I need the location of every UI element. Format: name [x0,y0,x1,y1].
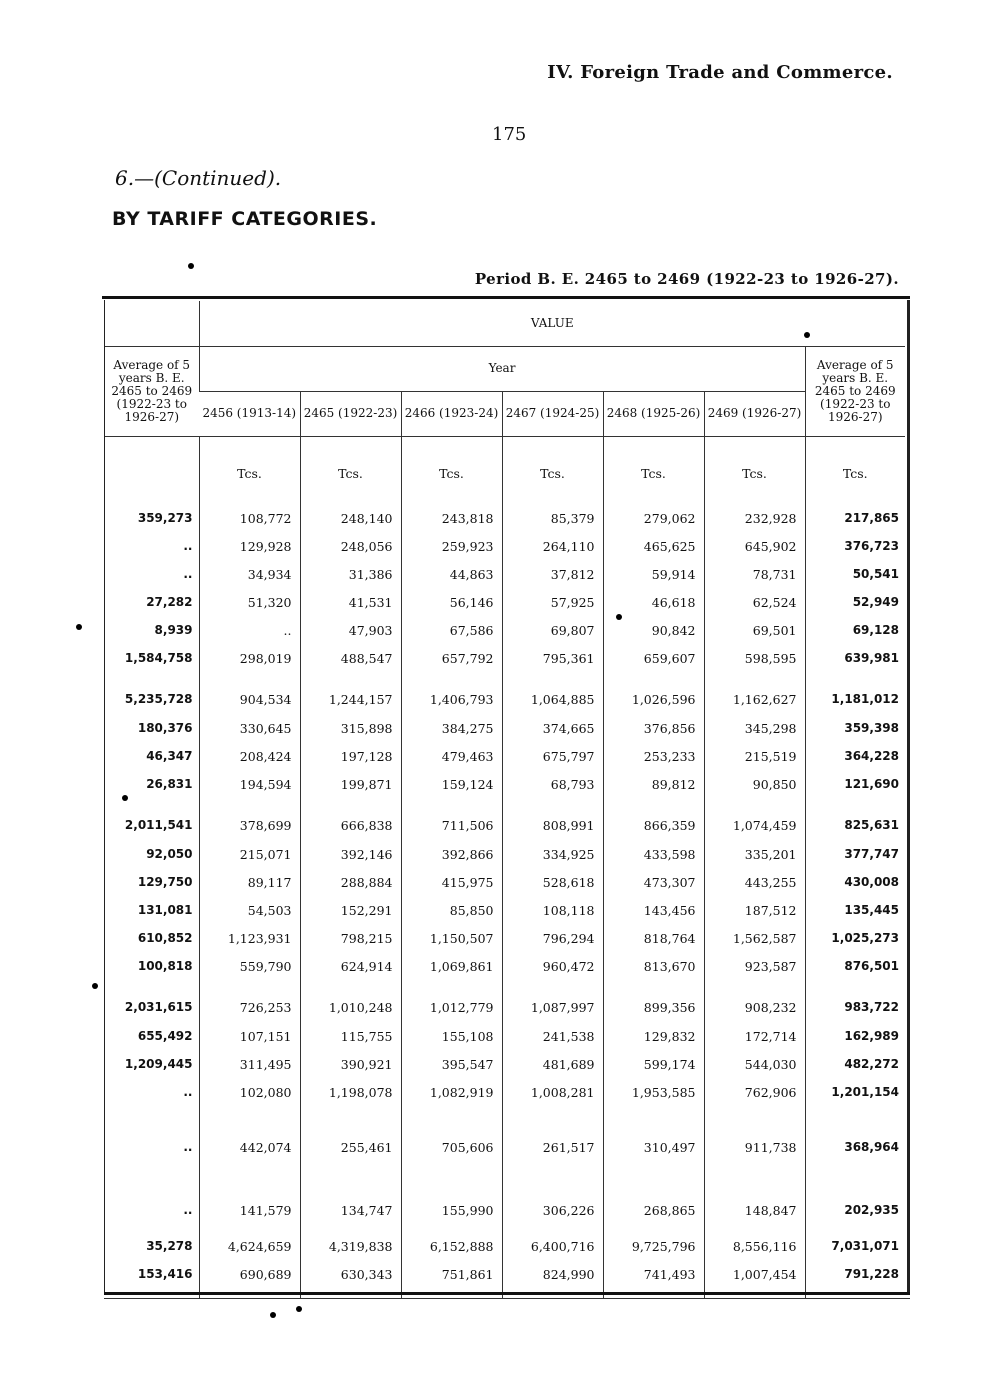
value-cell: 57,925 [502,588,603,616]
avg-right-cell: 983,722 [805,980,905,1022]
value-cell: 108,772 [199,504,300,532]
unit-cell: Tcs. [300,436,401,504]
table-row [105,1022,905,1050]
table-row [105,924,905,952]
avg-right-cell: 50,541 [805,560,905,588]
table-row [105,588,905,616]
table-bottom-rule-thin [104,1298,910,1299]
value-cell: 41,531 [300,588,401,616]
value-cell: 465,625 [603,532,704,560]
value-cell: 148,847 [704,1176,805,1232]
avg-left-cell: 131,081 [137,903,193,917]
table-row [105,504,905,532]
value-cell: 1,026,596 [603,672,704,714]
value-cell: 796,294 [502,924,603,952]
value-cell: 279,062 [603,504,704,532]
value-cell: 741,493 [603,1260,704,1288]
avg-left-cell: 129,750 [137,875,193,889]
year-header: Year [199,346,805,391]
avg-right-cell: 52,949 [805,588,905,616]
value-cell: 675,797 [502,742,603,770]
avg-left-cell: 8,939 [154,623,193,637]
value-cell: 762,906 [704,1078,805,1106]
blank-header-cell [105,301,199,346]
value-cell: 1,406,793 [401,672,502,714]
table-row [105,672,905,714]
value-cell: 415,975 [401,868,502,896]
value-cell: 108,118 [502,896,603,924]
value-cell: 134,747 [300,1176,401,1232]
value-cell: 711,506 [401,798,502,840]
ink-speck [76,624,82,630]
value-cell: 8,556,116 [704,1232,805,1260]
value-cell: 232,928 [704,504,805,532]
value-cell: 479,463 [401,742,502,770]
value-cell: 255,461 [300,1106,401,1176]
value-cell: 47,903 [300,616,401,644]
value-cell: 4,319,838 [300,1232,401,1260]
value-cell: 335,201 [704,840,805,868]
ink-speck [122,795,128,801]
value-cell: 268,865 [603,1176,704,1232]
avg-right-cell: 364,228 [805,742,905,770]
value-cell: 598,595 [704,644,805,672]
value-cell: 630,343 [300,1260,401,1288]
unit-cell: Tcs. [603,436,704,504]
table-row [105,1078,905,1106]
avg-right-cell: 1,181,012 [805,672,905,714]
avg-left-cell: 5,235,728 [124,692,193,706]
value-cell: 208,424 [199,742,300,770]
avg-right-cell: 202,935 [805,1176,905,1232]
value-cell: 54,503 [199,896,300,924]
avg-left-cell: 26,831 [146,777,193,791]
value-cell: 345,298 [704,714,805,742]
running-head: IV. Foreign Trade and Commerce. [547,62,893,83]
value-cell: 56,146 [401,588,502,616]
value-cell: 215,519 [704,742,805,770]
value-cell: 795,361 [502,644,603,672]
value-cell: 559,790 [199,952,300,980]
table-row [105,868,905,896]
avg-right-cell: 69,128 [805,616,905,644]
avg-left-cell: 180,376 [137,721,193,735]
value-cell: 69,501 [704,616,805,644]
value-cell: 68,793 [502,770,603,798]
avg-right-cell: 376,723 [805,532,905,560]
period-caption: Period B. E. 2465 to 2469 (1922-23 to 1926-27). [474,270,899,288]
value-cell: 315,898 [300,714,401,742]
value-cell: 1,162,627 [704,672,805,714]
table-row [105,770,905,798]
value-cell: 107,151 [199,1022,300,1050]
value-cell: 899,356 [603,980,704,1022]
value-cell: 395,547 [401,1050,502,1078]
value-cell: 4,624,659 [199,1232,300,1260]
value-cell: 1,064,885 [502,672,603,714]
value-cell: 306,226 [502,1176,603,1232]
avg-left-cell: 610,852 [137,931,193,945]
value-cell: 624,914 [300,952,401,980]
ink-speck [188,263,194,269]
value-cell: 657,792 [401,644,502,672]
value-cell: 253,233 [603,742,704,770]
value-cell: 69,807 [502,616,603,644]
avg-left-cell: .. [183,1085,193,1099]
value-cell: 141,579 [199,1176,300,1232]
value-cell: 1,953,585 [603,1078,704,1106]
table-row [105,1106,905,1176]
table-row [105,560,905,588]
ink-speck [804,332,810,338]
value-cell: 645,902 [704,532,805,560]
value-cell: 813,670 [603,952,704,980]
avg-left-cell: 1,584,758 [124,651,193,665]
value-cell: 155,108 [401,1022,502,1050]
value-cell: 376,856 [603,714,704,742]
value-cell: 102,080 [199,1078,300,1106]
value-cell: 34,934 [199,560,300,588]
table-row [105,644,905,672]
value-cell: 310,497 [603,1106,704,1176]
value-cell: 1,150,507 [401,924,502,952]
unit-cell: Tcs. [502,436,603,504]
value-cell: 243,818 [401,504,502,532]
value-cell: 1,069,861 [401,952,502,980]
value-cell: 159,124 [401,770,502,798]
avg-right-cell: 482,272 [805,1050,905,1078]
value-cell: 599,174 [603,1050,704,1078]
table-row [105,798,905,840]
value-cell: .. [199,616,300,644]
avg-left-cell: .. [183,567,193,581]
avg-left-cell: 359,273 [137,511,193,525]
avg-right-cell: 639,981 [805,644,905,672]
value-cell: 85,379 [502,504,603,532]
ink-speck [270,1312,276,1318]
value-cell: 90,850 [704,770,805,798]
avg-left-cell: 655,492 [137,1029,193,1043]
avg-right-cell: 1,025,273 [805,924,905,952]
value-cell: 473,307 [603,868,704,896]
unit-cell: Tcs. [805,436,905,504]
value-cell: 143,456 [603,896,704,924]
value-cell: 334,925 [502,840,603,868]
value-cell: 62,524 [704,588,805,616]
value-cell: 384,275 [401,714,502,742]
avg-left-cell: 46,347 [146,749,193,763]
value-cell: 9,725,796 [603,1232,704,1260]
avg-right-cell: 359,398 [805,714,905,742]
avg-left-cell: .. [183,539,193,553]
value-cell: 59,914 [603,560,704,588]
value-cell: 152,291 [300,896,401,924]
section-continued-label: 6.—(Continued). [115,166,282,190]
value-cell: 241,538 [502,1022,603,1050]
year-col-header: 2468 (1925-26) [603,391,704,436]
value-cell: 155,990 [401,1176,502,1232]
unit-cell [105,436,199,504]
avg-left-cell: 100,818 [137,959,193,973]
value-cell: 923,587 [704,952,805,980]
table-bottom-rule [104,1292,910,1295]
avg-left-header: Average of 5 years B. E. 2465 to 2469 (1922-23 to 1926-27) [105,346,199,436]
unit-cell: Tcs. [704,436,805,504]
value-cell: 808,991 [502,798,603,840]
avg-left-cell: 2,031,615 [124,1000,193,1014]
value-cell: 197,128 [300,742,401,770]
table-row [105,896,905,924]
year-col-header: 2456 (1913-14) [199,391,300,436]
trade-value-table [105,301,905,1298]
ink-speck [616,614,622,620]
year-col-header: 2466 (1923-24) [401,391,502,436]
value-cell: 374,665 [502,714,603,742]
section-subtitle: BY TARIFF CATEGORIES. [112,208,378,230]
value-cell: 90,842 [603,616,704,644]
avg-right-cell: 876,501 [805,952,905,980]
value-cell: 1,012,779 [401,980,502,1022]
value-cell: 31,386 [300,560,401,588]
value-cell: 390,921 [300,1050,401,1078]
avg-left-cell: .. [183,1140,193,1154]
value-cell: 443,255 [704,868,805,896]
value-cell: 187,512 [704,896,805,924]
ink-speck [92,983,98,989]
value-cell: 1,008,281 [502,1078,603,1106]
ink-speck [296,1306,302,1312]
avg-right-cell: 791,228 [805,1260,905,1288]
value-cell: 89,117 [199,868,300,896]
value-cell: 726,253 [199,980,300,1022]
avg-right-cell: 7,031,071 [805,1232,905,1260]
value-cell: 1,198,078 [300,1078,401,1106]
value-header: VALUE [199,301,905,346]
avg-right-header: Average of 5 years B. E. 2465 to 2469 (1922-23 to 1926-27) [805,346,905,436]
value-cell: 378,699 [199,798,300,840]
value-cell: 1,010,248 [300,980,401,1022]
value-cell: 78,731 [704,560,805,588]
value-cell: 311,495 [199,1050,300,1078]
value-cell: 85,850 [401,896,502,924]
value-cell: 248,140 [300,504,401,532]
value-cell: 1,244,157 [300,672,401,714]
value-cell: 259,923 [401,532,502,560]
table-top-rule [102,296,910,299]
value-cell: 89,812 [603,770,704,798]
avg-left-cell: .. [183,1203,193,1217]
value-cell: 659,607 [603,644,704,672]
value-cell: 67,586 [401,616,502,644]
avg-right-cell: 121,690 [805,770,905,798]
value-cell: 908,232 [704,980,805,1022]
avg-right-cell: 368,964 [805,1106,905,1176]
value-cell: 1,082,919 [401,1078,502,1106]
value-cell: 129,928 [199,532,300,560]
value-cell: 215,071 [199,840,300,868]
value-cell: 690,689 [199,1260,300,1288]
avg-right-cell: 430,008 [805,868,905,896]
table-row [105,616,905,644]
value-cell: 1,074,459 [704,798,805,840]
value-cell: 666,838 [300,798,401,840]
table-row [105,1176,905,1232]
year-col-header: 2469 (1926-27) [704,391,805,436]
value-cell: 904,534 [199,672,300,714]
value-cell: 866,359 [603,798,704,840]
year-col-header: 2465 (1922-23) [300,391,401,436]
value-cell: 261,517 [502,1106,603,1176]
table-row [105,1260,905,1288]
avg-right-cell: 377,747 [805,840,905,868]
avg-left-cell: 153,416 [137,1267,193,1281]
avg-right-cell: 135,445 [805,896,905,924]
avg-right-cell: 162,989 [805,1022,905,1050]
value-cell: 248,056 [300,532,401,560]
value-cell: 1,087,997 [502,980,603,1022]
avg-left-cell: 92,050 [146,847,193,861]
value-cell: 798,215 [300,924,401,952]
value-cell: 392,146 [300,840,401,868]
value-cell: 298,019 [199,644,300,672]
value-cell: 115,755 [300,1022,401,1050]
avg-left-cell: 1,209,445 [124,1057,193,1071]
value-cell: 442,074 [199,1106,300,1176]
value-cell: 44,863 [401,560,502,588]
value-cell: 481,689 [502,1050,603,1078]
table-row [105,1232,905,1260]
value-cell: 129,832 [603,1022,704,1050]
value-cell: 199,871 [300,770,401,798]
value-cell: 46,618 [603,588,704,616]
value-cell: 1,562,587 [704,924,805,952]
value-cell: 37,812 [502,560,603,588]
table-row [105,1050,905,1078]
value-cell: 288,884 [300,868,401,896]
table-row [105,952,905,980]
value-cell: 1,123,931 [199,924,300,952]
value-cell: 194,594 [199,770,300,798]
value-cell: 1,007,454 [704,1260,805,1288]
value-cell: 544,030 [704,1050,805,1078]
avg-left-cell: 27,282 [146,595,193,609]
value-cell: 824,990 [502,1260,603,1288]
value-cell: 6,152,888 [401,1232,502,1260]
value-cell: 51,320 [199,588,300,616]
value-cell: 751,861 [401,1260,502,1288]
table-row [105,742,905,770]
avg-left-cell: 35,278 [146,1239,193,1253]
value-cell: 392,866 [401,840,502,868]
avg-left-cell: 2,011,541 [124,818,193,832]
page-number: 175 [492,124,527,145]
value-cell: 6,400,716 [502,1232,603,1260]
year-col-header: 2467 (1924-25) [502,391,603,436]
unit-cell: Tcs. [199,436,300,504]
avg-right-cell: 1,201,154 [805,1078,905,1106]
value-cell: 960,472 [502,952,603,980]
value-cell: 172,714 [704,1022,805,1050]
unit-cell: Tcs. [401,436,502,504]
value-cell: 911,738 [704,1106,805,1176]
value-cell: 818,764 [603,924,704,952]
table-row [105,840,905,868]
value-cell: 330,645 [199,714,300,742]
value-cell: 264,110 [502,532,603,560]
value-cell: 433,598 [603,840,704,868]
avg-right-cell: 217,865 [805,504,905,532]
table-row [105,980,905,1022]
value-cell: 705,606 [401,1106,502,1176]
table-row [105,714,905,742]
table-row [105,532,905,560]
value-cell: 528,618 [502,868,603,896]
value-cell: 488,547 [300,644,401,672]
avg-right-cell: 825,631 [805,798,905,840]
